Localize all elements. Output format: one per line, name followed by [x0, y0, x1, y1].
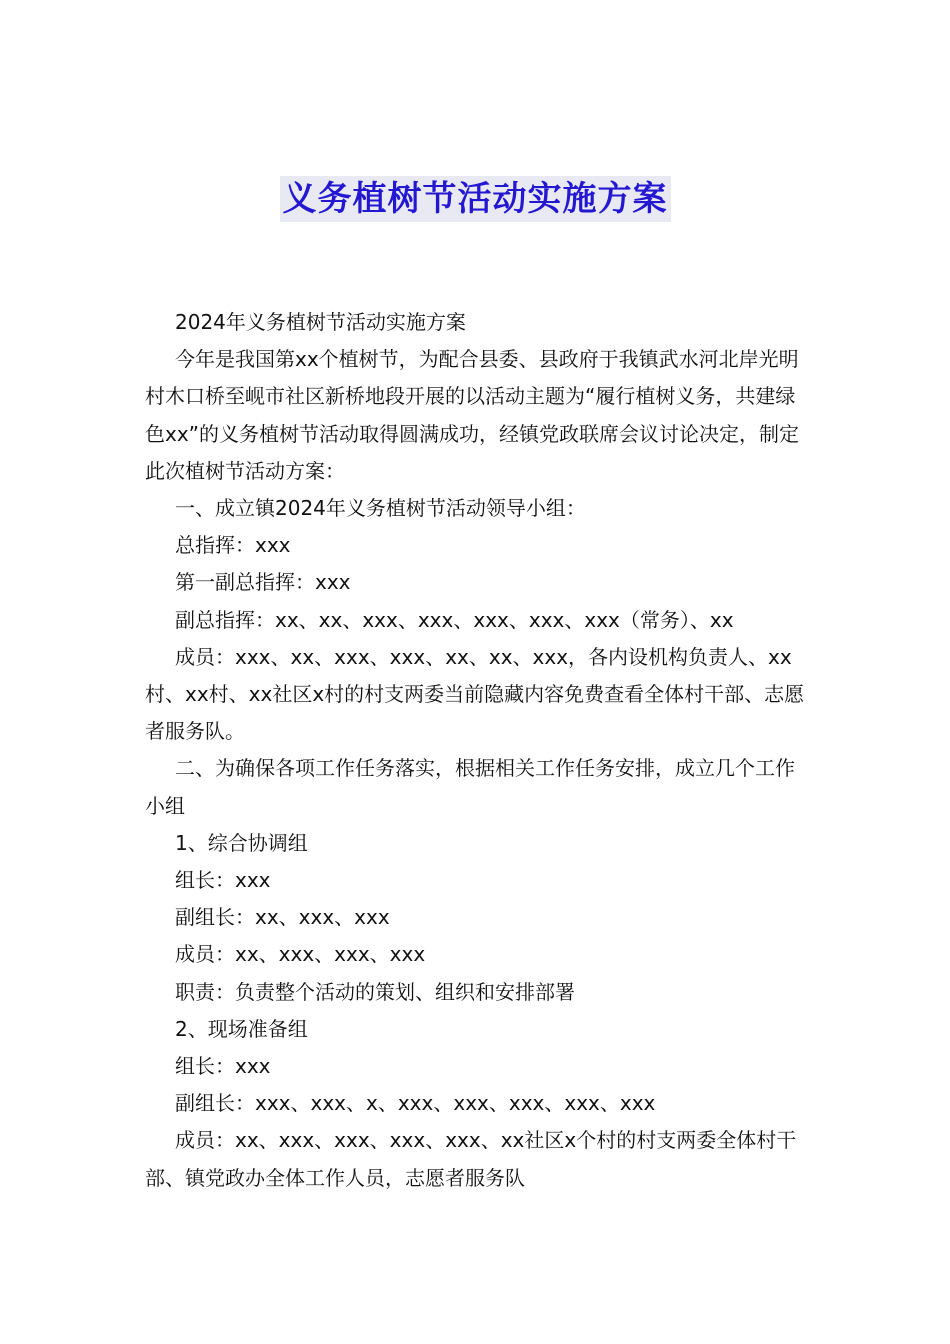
group-two-deputy-leader: 副组长：xxx、xxx、x、xxx、xxx、xxx、xxx、xxx — [175, 1091, 656, 1116]
first-deputy-commander-line: 第一副总指挥：xxx — [175, 570, 351, 595]
section-two-heading: 二、为确保各项工作任务落实，根据相关工作任务安排，成立几个工作小组 — [145, 756, 795, 818]
document-title — [0, 176, 950, 222]
group-one-leader: 组长：xxx — [175, 868, 271, 893]
document-body — [145, 304, 809, 1197]
deputy-commander-line: 副总指挥：xx、xx、xxx、xxx、xxx、xxx、xxx（常务）、xx — [175, 607, 734, 632]
group-two-leader: 组长：xxx — [175, 1054, 271, 1079]
group-two-heading: 2、现场准备组 — [175, 1016, 308, 1041]
paragraph-heading: 2024年义务植树节活动实施方案 — [175, 310, 466, 334]
group-two-members: 成员：xx、xxx、xxx、xxx、xxx、xx社区x个村的村支两委全体村干部、镇党政办全体工作人员，志愿者服务队 — [145, 1128, 797, 1190]
group-one-duties: 职责：负责整个活动的策划、组织和安排部署 — [175, 979, 575, 1004]
members-line: 成员：xxx、xx、xxx、xxx、xx、xx、xxx，各内设机构负责人、xx村、xx村、xx社区x村的村支两委当前隐藏内容免费查看全体村干部、志愿者服务队。 — [145, 644, 805, 744]
group-one-heading: 1、综合协调组 — [175, 830, 308, 855]
group-one-members: 成员：xx、xxx、xxx、xxx — [175, 942, 426, 967]
section-one-heading: 一、成立镇2024年义务植树节活动领导小组： — [175, 496, 586, 521]
group-one-deputy-leader: 副组长：xx、xxx、xxx — [175, 905, 390, 930]
paragraph-intro: 今年是我国第xx个植树节，为配合县委、县政府于我镇武水河北岸光明村木口桥至岘市社区新桥地段开展的以活动主题为“履行植树义务，共建绿色xx”的义务植树节活动取得圆满成功，经镇党政联席会议讨论决定，制定此次植树节活动方案： — [145, 347, 800, 483]
document-title-text: 义务植树节活动实施方案 — [280, 176, 671, 222]
commander-line: 总指挥：xxx — [175, 533, 291, 558]
